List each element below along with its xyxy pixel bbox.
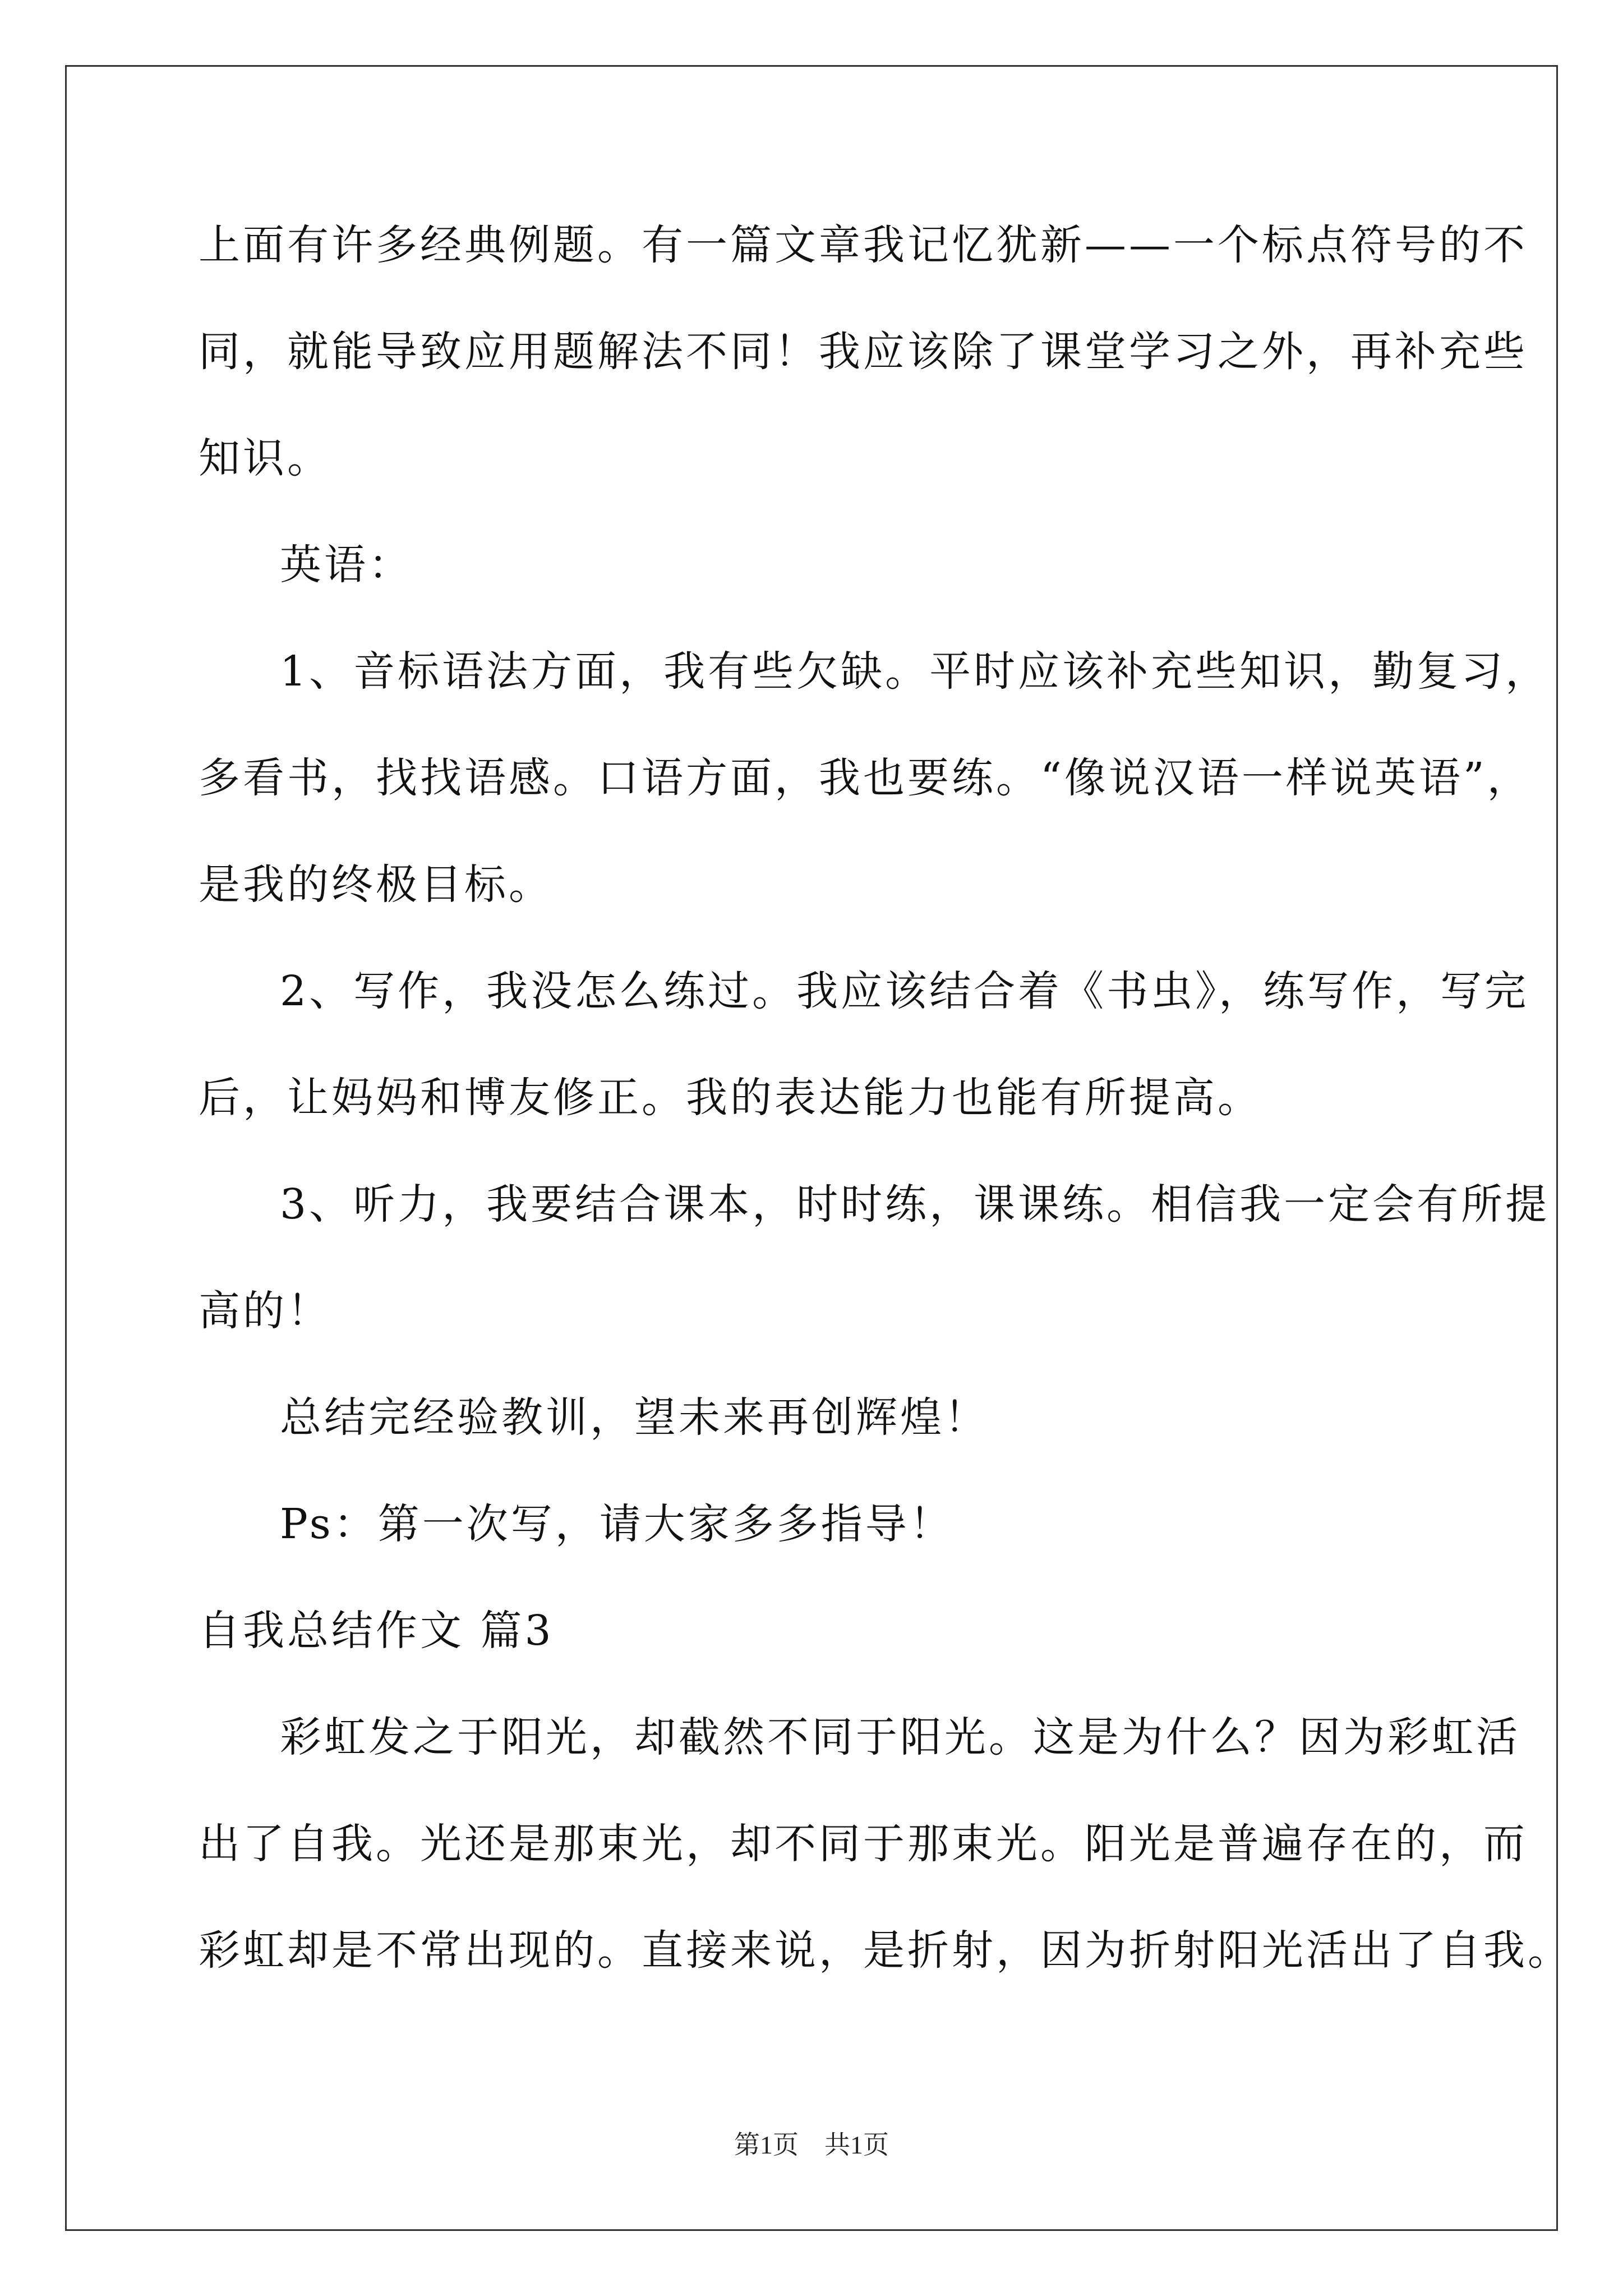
page-border [65,65,1558,2231]
page-number-footer: 第1页 共1页 [734,2131,889,2159]
paragraph-line: 是我的终极目标。 [199,861,553,909]
paragraph-line: Ps：第一次写，请大家多多指导！ [280,1500,954,1548]
paragraph-line: 高的！ [199,1287,331,1335]
paragraph-line: 后，让妈妈和博友修正。我的表达能力也能有所提高。 [199,1074,1262,1122]
section-heading-english: 英语： [280,541,413,589]
paragraph-line: 彩虹却是不常出现的。直接来说，是折射，因为折射阳光活出了自我。 [199,1926,1572,1975]
paragraph-line: 知识。 [199,434,331,482]
paragraph-line: 出了自我。光还是那束光，却不同于那束光。阳光是普遍存在的，而 [199,1820,1528,1868]
section-title: 自我总结作文 篇3 [199,1607,554,1655]
paragraph-line: 彩虹发之于阳光，却截然不同于阳光。这是为什么？因为彩虹活 [280,1713,1520,1761]
paragraph-line: 同，就能导致应用题解法不同！我应该除了课堂学习之外，再补充些 [199,328,1528,376]
paragraph-line: 多看书，找找语感。口语方面，我也要练。“像说汉语一样说英语”， [199,754,1532,802]
paragraph-line: 总结完经验教训，望未来再创辉煌！ [280,1393,989,1442]
paragraph-line: 2、写作，我没怎么练过。我应该结合着《书虫》，练写作，写完 [280,967,1529,1015]
paragraph-line: 1、音标语法方面，我有些欠缺。平时应该补充些知识，勤复习， [280,647,1550,696]
paragraph-line: 3、听力，我要结合课本，时时练，课课练。相信我一定会有所提 [280,1180,1550,1228]
paragraph-line: 上面有许多经典例题。有一篇文章我记忆犹新——一个标点符号的不 [199,221,1528,269]
